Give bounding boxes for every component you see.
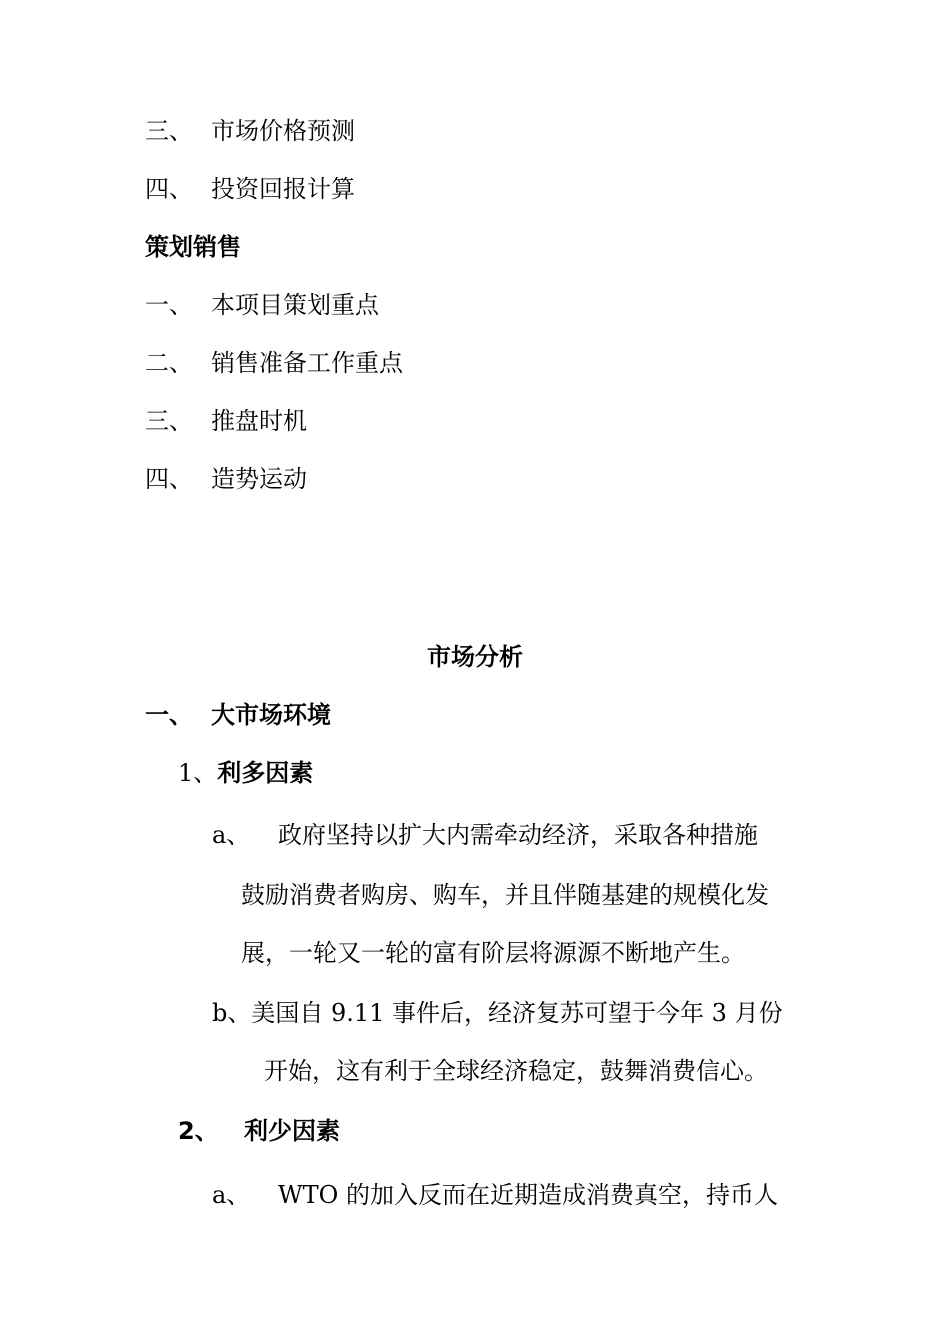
paragraph-line: WTO 的加入反而在近期造成消费真空，持币人 — [278, 1181, 778, 1209]
planning-item-text: 本项目策划重点 — [211, 291, 379, 319]
planning-item-text: 销售准备工作重点 — [211, 349, 403, 377]
section-heading-planning: 策划销售 — [145, 233, 241, 261]
planning-item-number: 四、 — [145, 465, 193, 493]
paragraph-line: 展，一轮又一轮的富有阶层将源源不断地产生。 — [241, 939, 745, 967]
item-label: a、 — [212, 1181, 251, 1209]
item-label: a、 — [212, 821, 251, 849]
outline-item-4 — [145, 174, 355, 204]
subheading-favorable-factors — [178, 758, 313, 788]
section-number: 一、 — [145, 701, 193, 729]
subheading-text: 利少因素 — [244, 1117, 340, 1145]
outline-item-3 — [145, 116, 355, 146]
outline-item-text: 投资回报计算 — [211, 175, 355, 203]
planning-item-text: 推盘时机 — [211, 407, 307, 435]
paragraph-line: 政府坚持以扩大内需牵动经济，采取各种措施 — [278, 821, 758, 849]
planning-item-3 — [145, 406, 307, 436]
planning-item-text: 造势运动 — [211, 465, 307, 493]
outline-item-text: 市场价格预测 — [211, 117, 355, 145]
page-title-market-analysis: 市场分析 — [427, 643, 523, 671]
paragraph-line: 开始，这有利于全球经济稳定，鼓舞消费信心。 — [264, 1057, 768, 1085]
section-heading-macro-environment — [145, 700, 331, 730]
planning-item-1 — [145, 290, 379, 320]
section-text: 大市场环境 — [211, 701, 331, 729]
planning-item-number: 一、 — [145, 291, 193, 319]
planning-item-number: 二、 — [145, 349, 193, 377]
outline-item-number: 四、 — [145, 175, 193, 203]
planning-item-2 — [145, 348, 403, 378]
paragraph-item-b: b、美国自 9.11 事件后，经济复苏可望于今年 3 月份 — [212, 999, 783, 1027]
paragraph-line: 鼓励消费者购房、购车，并且伴随基建的规模化发 — [241, 881, 769, 909]
planning-item-number: 三、 — [145, 407, 193, 435]
subheading-unfavorable-factors — [178, 1116, 340, 1146]
outline-item-number: 三、 — [145, 117, 193, 145]
subheading-text: 利多因素 — [217, 759, 314, 787]
paragraph-item-a-unfavorable — [212, 1180, 778, 1210]
paragraph-item-a — [212, 820, 758, 850]
subheading-number: 1、 — [178, 759, 218, 787]
subheading-number: 2、 — [178, 1117, 219, 1145]
planning-item-4 — [145, 464, 307, 494]
